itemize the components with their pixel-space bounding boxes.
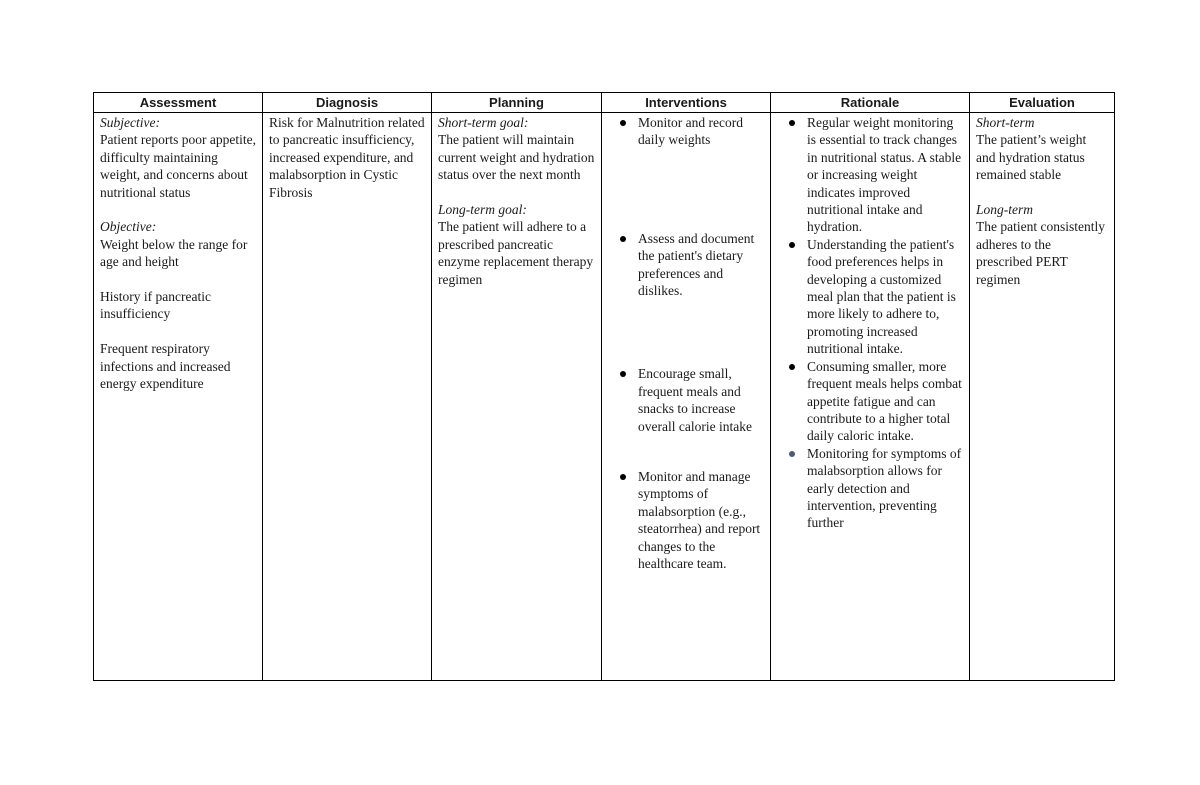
intervention-text: Monitor and record daily weights [638,115,743,148]
intervention-item [608,114,764,149]
evaluation-short-text: The patient’s weight and hydration status remained stable [976,132,1087,183]
intervention-text: Assess and document the patient's dietary preferences and dislikes. [638,230,755,299]
rationale-text: Regular weight monitoring is essential to track changes in nutritional status. A stable or increasing weight indicates improved nutritional intake and hydration. [807,115,962,235]
rationale-cell [771,113,970,681]
evaluation-short-label: Short-term [976,115,1035,130]
intervention-text: Encourage small, frequent meals and snacks to increase overall calorie intake [638,366,752,434]
short-term-goal-label: Short-term goal: [438,115,529,130]
header-assessment: Assessment [94,93,263,113]
subjective-text: Patient reports poor appetite, difficulty maintaining weight, and concerns about nutritional status [100,132,256,200]
bullet-icon [789,364,795,370]
intervention-item [608,468,764,572]
long-term-goal-label: Long-term goal: [438,202,527,218]
short-term-goal-text: The patient will maintain current weight and hydration status over the next month [438,132,595,183]
bullet-icon [620,120,626,126]
objective-item: History if pancreatic insufficiency [100,289,211,322]
assessment-cell [94,113,263,681]
content-row [94,113,1115,681]
interventions-list [608,114,764,573]
planning-cell [432,113,602,681]
intervention-item [608,230,764,300]
subjective-label: Subjective: [100,115,160,130]
diagnosis-text: Risk for Malnutrition related to pancreatic insufficiency, increased expenditure, and malabsorption in Cystic Fibrosis [269,115,425,200]
rationale-item [777,236,963,358]
header-planning: Planning [432,93,602,113]
objective-item: Frequent respiratory infections and increased energy expenditure [100,341,231,392]
rationale-item [777,114,963,236]
long-term-goal-text: The patient will adhere to a prescribed pancreatic enzyme replacement therapy regimen [438,219,594,287]
header-diagnosis: Diagnosis [263,93,432,113]
interventions-cell [602,113,771,681]
bullet-icon [789,242,795,248]
bullet-icon [620,236,626,242]
objective-label: Objective: [100,219,157,235]
evaluation-cell [970,113,1115,681]
diagnosis-cell [263,113,432,681]
header-row [94,93,1115,113]
rationale-item [777,358,963,445]
objective-item: Weight below the range for age and height [100,236,248,270]
rationale-text: Understanding the patient's food preferences helps in developing a customized meal plan that the patient is more likely to adhere to, promoting increased nutritional intake. [807,236,956,357]
bullet-icon [620,371,626,377]
intervention-text: Monitor and manage symptoms of malabsorption (e.g., steatorrhea) and report changes to the healthcare team. [638,469,761,572]
evaluation-long-label: Long-term [976,202,1033,218]
header-rationale: Rationale [771,93,970,113]
rationale-text: Consuming smaller, more frequent meals helps combat appetite fatigue and can contribute to a higher total daily caloric intake. [807,358,962,444]
intervention-item [608,365,764,435]
rationale-text: Monitoring for symptoms of malabsorption allows for early detection and intervention, preventing further [807,445,962,531]
header-interventions: Interventions [602,93,771,113]
rationale-list [777,114,963,532]
bullet-icon [620,474,626,480]
bullet-icon [789,120,795,126]
care-plan-table [93,92,1115,681]
header-evaluation: Evaluation [970,93,1115,113]
evaluation-long-text: The patient consistently adheres to the prescribed PERT regimen [976,219,1105,287]
bullet-icon [789,451,795,457]
rationale-item [777,445,963,532]
